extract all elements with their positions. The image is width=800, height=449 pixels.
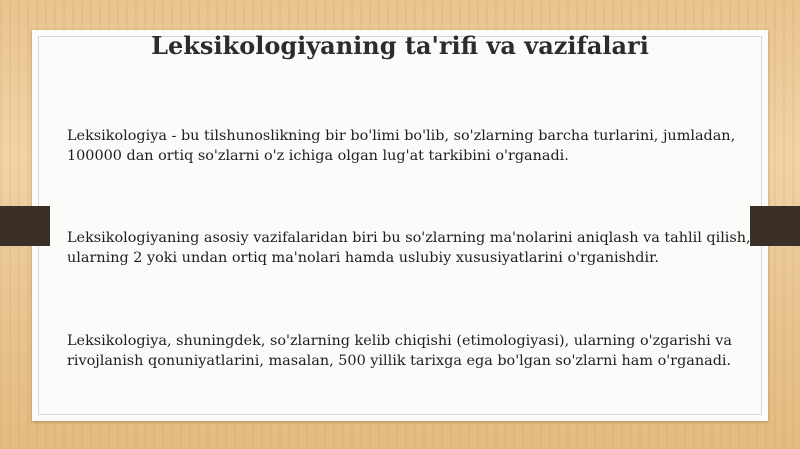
right-decorative-tab: [750, 206, 800, 246]
paragraph-etymology: [67, 331, 757, 371]
paragraph-line: Leksikologiyaning asosiy vazifalaridan biri bu so'zlarning ma'nolarini aniqlash va tahlil qilish,: [67, 230, 751, 246]
paragraph-definition: [67, 126, 757, 166]
paragraph-line: 100000 dan ortiq so'zlarni o'z ichiga olgan lug'at tarkibini o'rganadi.: [67, 148, 569, 164]
paragraph-main-task: [67, 228, 757, 268]
paragraph-line: rivojlanish qonuniyatlarini, masalan, 500 yillik tarixga ega bo'lgan so'zlarni ham o'rganadi.: [67, 353, 732, 369]
left-decorative-tab: [0, 206, 50, 246]
paragraph-line: Leksikologiya - bu tilshunoslikning bir bo'limi bo'lib, so'zlarning barcha turlarini, jumladan,: [67, 128, 736, 144]
paragraph-line: ularning 2 yoki undan ortiq ma'nolari hamda uslubiy xususiyatlarini o'rganishdir.: [67, 250, 659, 266]
slide-title: Leksikologiyaning ta'rifi va vazifalari: [151, 31, 649, 60]
paragraph-line: Leksikologiya, shuningdek, so'zlarning kelib chiqishi (etimologiyasi), ularning o'zgarishi va: [67, 333, 732, 349]
